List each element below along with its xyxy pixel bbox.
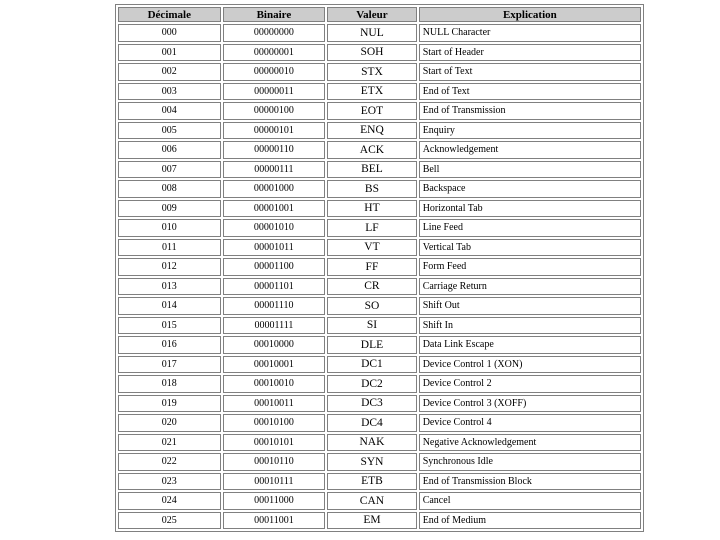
cell-binary: 00010011	[223, 395, 326, 413]
table-row	[118, 434, 641, 452]
cell-value: ENQ	[327, 122, 417, 140]
table-row	[118, 63, 641, 81]
cell-decimal: 015	[118, 317, 221, 335]
cell-explanation: Backspace	[419, 180, 641, 198]
cell-value: ETX	[327, 83, 417, 101]
cell-binary: 00000110	[223, 141, 326, 159]
table-body	[118, 24, 641, 529]
cell-explanation: Vertical Tab	[419, 239, 641, 257]
table-row	[118, 473, 641, 491]
cell-binary: 00001010	[223, 219, 326, 237]
cell-value: DC2	[327, 375, 417, 393]
cell-value: DC4	[327, 414, 417, 432]
cell-explanation: Form Feed	[419, 258, 641, 276]
cell-value: SYN	[327, 453, 417, 471]
table-row	[118, 317, 641, 335]
cell-explanation: Acknowledgement	[419, 141, 641, 159]
cell-explanation: Start of Text	[419, 63, 641, 81]
cell-value: DC3	[327, 395, 417, 413]
cell-decimal: 011	[118, 239, 221, 257]
cell-decimal: 014	[118, 297, 221, 315]
cell-binary: 00000111	[223, 161, 326, 179]
table-header-row	[118, 7, 641, 22]
table-row	[118, 395, 641, 413]
cell-decimal: 019	[118, 395, 221, 413]
cell-binary: 00001001	[223, 200, 326, 218]
cell-explanation: Device Control 3 (XOFF)	[419, 395, 641, 413]
cell-binary: 00011001	[223, 512, 326, 530]
table-row	[118, 24, 641, 42]
header-decimal: Décimale	[118, 7, 221, 22]
cell-decimal: 013	[118, 278, 221, 296]
table-row	[118, 180, 641, 198]
table-row	[118, 122, 641, 140]
cell-decimal: 004	[118, 102, 221, 120]
cell-value: DC1	[327, 356, 417, 374]
table-row	[118, 356, 641, 374]
cell-binary: 00010111	[223, 473, 326, 491]
cell-decimal: 025	[118, 512, 221, 530]
cell-binary: 00010101	[223, 434, 326, 452]
cell-value: CAN	[327, 492, 417, 510]
ascii-table-container	[115, 4, 644, 532]
table-row	[118, 512, 641, 530]
table-row	[118, 83, 641, 101]
header-explanation: Explication	[419, 7, 641, 22]
cell-value: VT	[327, 239, 417, 257]
table-row	[118, 239, 641, 257]
cell-decimal: 006	[118, 141, 221, 159]
cell-binary: 00000001	[223, 44, 326, 62]
cell-binary: 00001011	[223, 239, 326, 257]
cell-value: SI	[327, 317, 417, 335]
cell-decimal: 002	[118, 63, 221, 81]
table-row	[118, 258, 641, 276]
cell-explanation: Carriage Return	[419, 278, 641, 296]
cell-value: NUL	[327, 24, 417, 42]
cell-explanation: Bell	[419, 161, 641, 179]
cell-decimal: 001	[118, 44, 221, 62]
cell-value: BEL	[327, 161, 417, 179]
cell-binary: 00001100	[223, 258, 326, 276]
cell-binary: 00010100	[223, 414, 326, 432]
cell-decimal: 020	[118, 414, 221, 432]
header-value: Valeur	[327, 7, 417, 22]
cell-explanation: Cancel	[419, 492, 641, 510]
cell-value: NAK	[327, 434, 417, 452]
cell-binary: 00010010	[223, 375, 326, 393]
cell-decimal: 023	[118, 473, 221, 491]
cell-explanation: End of Transmission Block	[419, 473, 641, 491]
cell-value: SOH	[327, 44, 417, 62]
cell-decimal: 017	[118, 356, 221, 374]
cell-value: SO	[327, 297, 417, 315]
cell-decimal: 022	[118, 453, 221, 471]
cell-decimal: 012	[118, 258, 221, 276]
cell-decimal: 003	[118, 83, 221, 101]
table-row	[118, 219, 641, 237]
cell-value: LF	[327, 219, 417, 237]
cell-value: ACK	[327, 141, 417, 159]
cell-value: FF	[327, 258, 417, 276]
cell-explanation: NULL Character	[419, 24, 641, 42]
cell-decimal: 018	[118, 375, 221, 393]
table-row	[118, 375, 641, 393]
cell-value: DLE	[327, 336, 417, 354]
cell-value: BS	[327, 180, 417, 198]
cell-decimal: 021	[118, 434, 221, 452]
table-row	[118, 141, 641, 159]
table-row	[118, 453, 641, 471]
cell-decimal: 009	[118, 200, 221, 218]
cell-binary: 00000010	[223, 63, 326, 81]
cell-explanation: End of Medium	[419, 512, 641, 530]
cell-explanation: Start of Header	[419, 44, 641, 62]
cell-binary: 00000011	[223, 83, 326, 101]
cell-explanation: End of Transmission	[419, 102, 641, 120]
cell-decimal: 008	[118, 180, 221, 198]
cell-decimal: 007	[118, 161, 221, 179]
cell-binary: 00011000	[223, 492, 326, 510]
cell-decimal: 010	[118, 219, 221, 237]
cell-explanation: Synchronous Idle	[419, 453, 641, 471]
table-row	[118, 200, 641, 218]
cell-binary: 00000100	[223, 102, 326, 120]
table-row	[118, 161, 641, 179]
cell-binary: 00010000	[223, 336, 326, 354]
cell-explanation: Line Feed	[419, 219, 641, 237]
cell-value: ETB	[327, 473, 417, 491]
cell-explanation: Enquiry	[419, 122, 641, 140]
cell-explanation: Horizontal Tab	[419, 200, 641, 218]
cell-explanation: Shift In	[419, 317, 641, 335]
cell-explanation: Device Control 4	[419, 414, 641, 432]
cell-decimal: 000	[118, 24, 221, 42]
cell-value: STX	[327, 63, 417, 81]
cell-binary: 00001110	[223, 297, 326, 315]
cell-binary: 00001000	[223, 180, 326, 198]
cell-binary: 00000101	[223, 122, 326, 140]
cell-binary: 00000000	[223, 24, 326, 42]
cell-explanation: End of Text	[419, 83, 641, 101]
cell-explanation: Device Control 1 (XON)	[419, 356, 641, 374]
header-binary: Binaire	[223, 7, 326, 22]
cell-explanation: Shift Out	[419, 297, 641, 315]
cell-value: EM	[327, 512, 417, 530]
cell-binary: 00010001	[223, 356, 326, 374]
cell-explanation: Negative Acknowledgement	[419, 434, 641, 452]
table-row	[118, 297, 641, 315]
table-row	[118, 278, 641, 296]
cell-binary: 00010110	[223, 453, 326, 471]
cell-explanation: Device Control 2	[419, 375, 641, 393]
ascii-table	[115, 4, 644, 532]
cell-value: CR	[327, 278, 417, 296]
cell-decimal: 024	[118, 492, 221, 510]
table-row	[118, 102, 641, 120]
table-row	[118, 336, 641, 354]
cell-decimal: 005	[118, 122, 221, 140]
cell-binary: 00001111	[223, 317, 326, 335]
cell-explanation: Data Link Escape	[419, 336, 641, 354]
cell-binary: 00001101	[223, 278, 326, 296]
cell-decimal: 016	[118, 336, 221, 354]
cell-value: EOT	[327, 102, 417, 120]
table-row	[118, 492, 641, 510]
cell-value: HT	[327, 200, 417, 218]
table-row	[118, 44, 641, 62]
table-row	[118, 414, 641, 432]
